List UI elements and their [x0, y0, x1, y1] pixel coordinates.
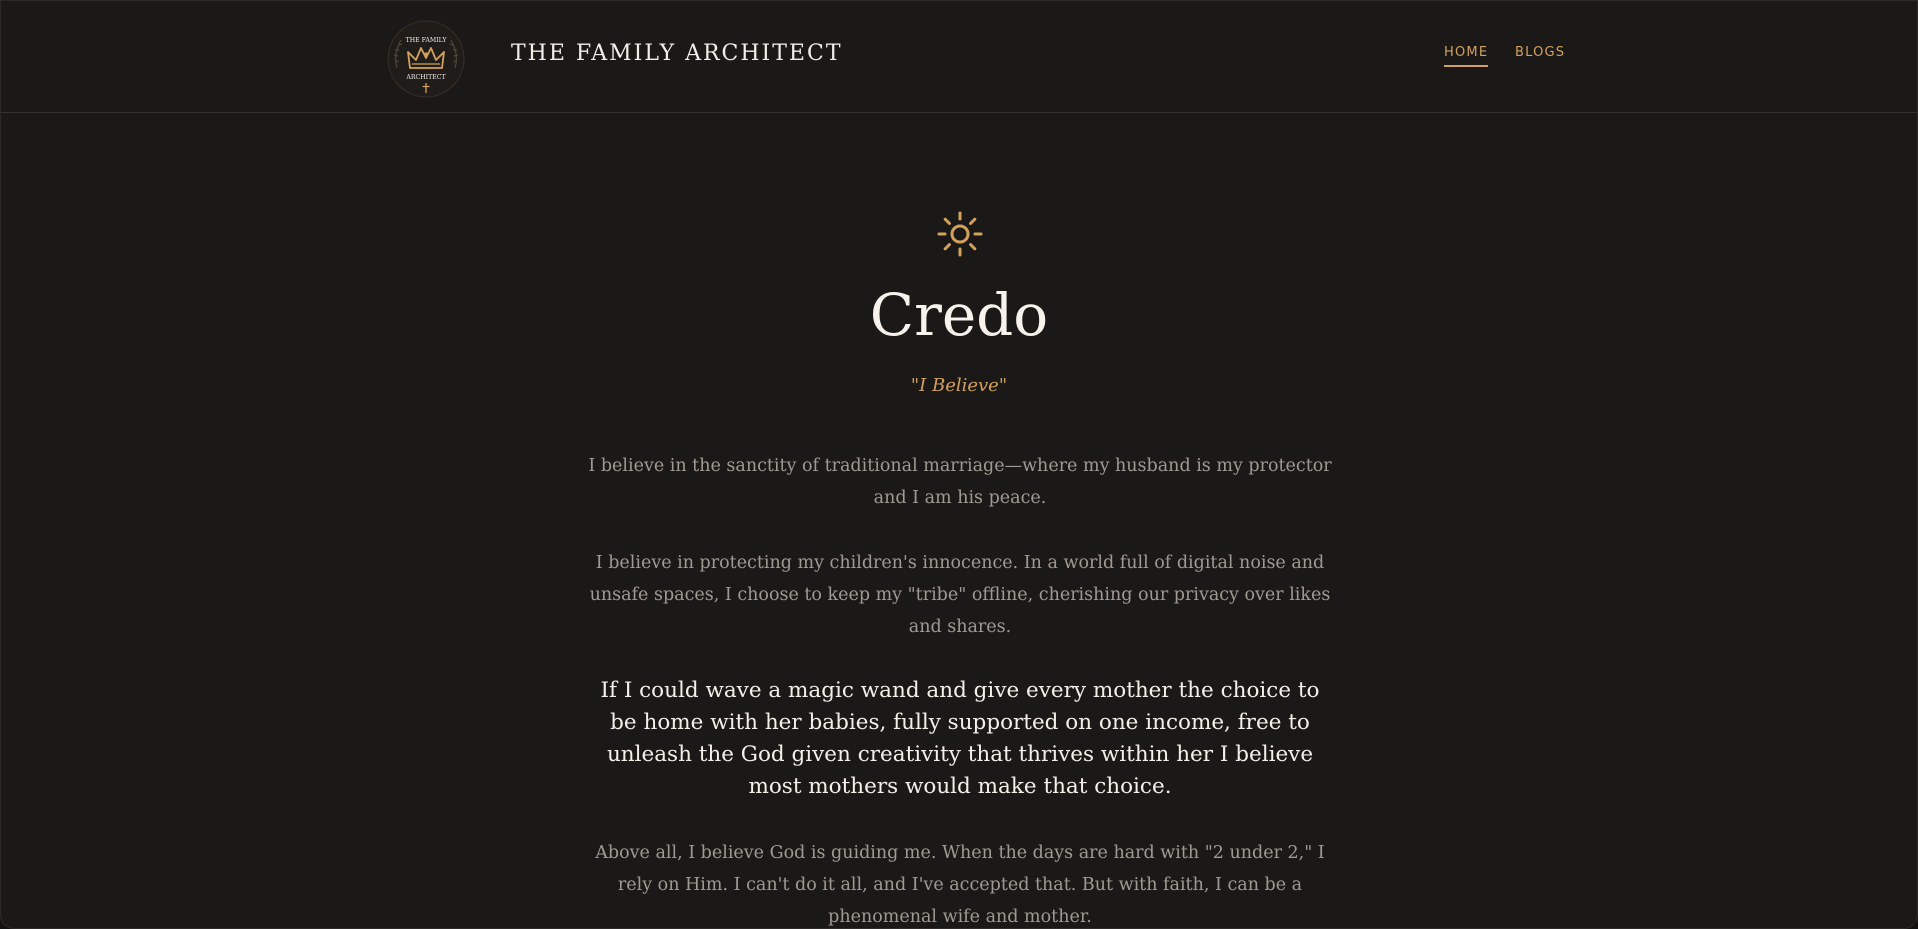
- family-architect-logo[interactable]: [385, 18, 467, 100]
- nav-home-link[interactable]: HOME: [1444, 45, 1488, 67]
- logo-text-top: THE FAMILY: [405, 37, 447, 44]
- credo-paragraph-children: I believe in protecting my children's innocence. In a world full of digital noise and unsafe spaces, I choose to keep my "tribe" offline, cherishing our privacy over likes and shares.: [589, 553, 1331, 637]
- page-subtitle: "I Believe": [910, 375, 1008, 396]
- nav-blogs-link[interactable]: BLOGS: [1515, 45, 1566, 60]
- site-header: [1, 1, 1917, 113]
- credo-paragraph-marriage: I believe in the sanctity of traditional marriage—where my husband is my protector and I am his peace.: [588, 456, 1332, 508]
- logo-text-bottom: ARCHITECT: [406, 74, 446, 81]
- credo-highlight-quote: If I could wave a magic wand and give every mother the choice to be home with her babies, fully supported on one income, free to unleash the God given creativity that thrives within her I believe most mothers would make that choice.: [600, 678, 1320, 799]
- site-title[interactable]: THE FAMILY ARCHITECT: [511, 41, 843, 66]
- credo-paragraph-faith: Above all, I believe God is guiding me. When the days are hard with "2 under 2," I rely on Him. I can't do it all, and I've accepted that. But with faith, I can be a phenomenal wife and mother.: [595, 843, 1325, 927]
- sun-icon: [937, 211, 983, 257]
- page-title: Credo: [869, 281, 1049, 349]
